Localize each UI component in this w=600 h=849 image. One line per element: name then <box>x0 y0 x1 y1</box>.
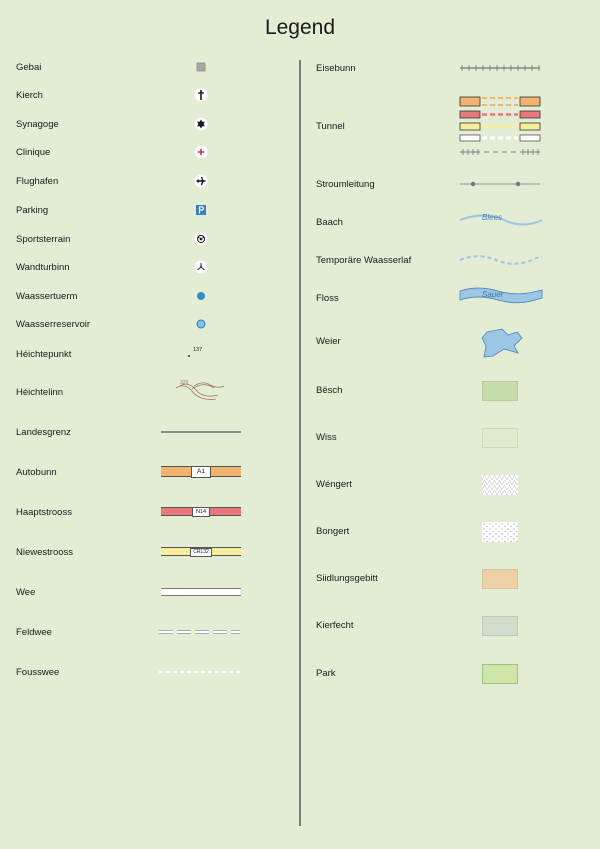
legend-row-clinique <box>16 138 50 166</box>
contour-line-symbol <box>172 376 228 406</box>
track-road-symbol <box>160 586 242 598</box>
stream-symbol <box>458 210 544 232</box>
legend-row-gebai <box>16 53 41 81</box>
legend-label: Kierfecht <box>316 619 354 631</box>
stream-name: Blees <box>482 213 503 222</box>
legend-row-waassertuerm <box>16 282 77 310</box>
cemetery-swatch <box>481 615 519 637</box>
legend-row-parking <box>16 196 48 224</box>
legend-row-tunnel <box>316 112 345 140</box>
road-ref-shield: A1 <box>191 466 211 478</box>
legend-label: Flughafen <box>16 175 59 187</box>
legend-label: Clinique <box>16 146 51 158</box>
synagogue-icon <box>190 115 212 133</box>
meadow-swatch <box>481 427 519 449</box>
legend-label: Baach <box>316 216 343 228</box>
legend-label: Waasserreservoir <box>16 318 91 330</box>
legend-row-temporaere-waasserlaf <box>316 246 411 274</box>
legend-label: Kierch <box>16 89 43 101</box>
legend-label: Stroumleitung <box>316 178 375 190</box>
legend-label: Feldwee <box>16 626 52 638</box>
airport-icon <box>190 172 212 190</box>
legend-label: Autobunn <box>16 466 57 478</box>
power-line-symbol <box>458 178 542 190</box>
water-tower-icon <box>190 287 212 305</box>
tunnel-symbol <box>458 94 542 160</box>
legend-row-sportsterrain <box>16 225 70 253</box>
legend-row-bongert <box>316 517 349 545</box>
legend-label: Sportsterrain <box>16 233 71 245</box>
legend-row-synagoge <box>16 110 59 138</box>
vineyard-swatch <box>481 474 519 496</box>
legend-row-wee <box>16 578 35 606</box>
road-ref-shield: CR132 <box>190 548 212 557</box>
legend-label: Wee <box>16 586 36 598</box>
legend-label: Tunnel <box>316 120 345 132</box>
legend-label: Synagoge <box>16 118 59 130</box>
legend-label: Eisebunn <box>316 62 356 74</box>
legend-row-eisebunn <box>316 54 356 82</box>
legend-row-feldwee <box>16 618 52 646</box>
legend-row-heichtelinn <box>16 378 63 406</box>
secondary-road-symbol <box>160 544 242 560</box>
residential-swatch <box>481 568 519 590</box>
spot-height-value: 137 <box>193 347 203 353</box>
legend-label: Waassertuerm <box>16 290 78 302</box>
primary-road-symbol <box>160 504 242 520</box>
legend-label: Temporäre Waasserlaf <box>316 254 412 266</box>
legend-row-besch <box>316 376 342 404</box>
contour-value: 320 <box>180 380 189 386</box>
legend-row-waasserreservoir <box>16 310 90 338</box>
orchard-swatch <box>481 521 519 543</box>
legend-row-kierch <box>16 81 43 109</box>
road-ref-shield: N14 <box>192 507 210 517</box>
legend-row-flughafen <box>16 167 58 195</box>
legend-label: Bësch <box>316 384 343 396</box>
legend-label: Héichtepunkt <box>16 348 72 360</box>
legend-label: Fousswee <box>16 666 60 678</box>
wind-turbine-icon <box>190 258 212 276</box>
water-reservoir-icon <box>190 315 212 333</box>
river-name: Sauer <box>482 290 504 299</box>
legend-row-wengert <box>316 470 352 498</box>
spot-height-symbol <box>188 344 216 360</box>
legend-row-haaptstrooss <box>16 498 72 526</box>
legend-label: Wéngert <box>316 478 352 490</box>
legend-row-floss <box>316 284 339 312</box>
motorway-symbol <box>160 464 242 480</box>
legend-label: Wiss <box>316 431 337 443</box>
legend-row-wiss <box>316 423 337 451</box>
legend-label: Siidlungsgebitt <box>316 572 378 584</box>
soccer-ball-icon <box>190 230 212 248</box>
legend-row-autobunn <box>16 458 57 486</box>
park-swatch <box>481 663 519 685</box>
legend-row-heichtepunkt <box>16 340 71 368</box>
intermittent-stream-symbol <box>458 251 544 269</box>
forest-swatch <box>481 380 519 402</box>
footpath-symbol <box>158 666 242 678</box>
column-divider <box>299 60 301 826</box>
hospital-icon <box>190 143 212 161</box>
legend-row-park <box>316 659 336 687</box>
legend-row-baach <box>316 208 343 236</box>
legend-row-landesgrenz <box>16 418 71 446</box>
parking-icon <box>190 201 212 219</box>
legend-row-siidlungsgebitt <box>316 564 378 592</box>
field-path-symbol <box>158 626 242 638</box>
legend-row-wandturbinn <box>16 253 70 281</box>
legend-label: Weier <box>316 335 341 347</box>
legend-label: Landesgrenz <box>16 426 71 438</box>
legend-label: Park <box>316 667 336 679</box>
legend-title: Legend <box>264 16 336 39</box>
national-border-symbol <box>160 426 242 438</box>
building-icon <box>190 58 212 76</box>
legend-label: Héichtelinn <box>16 386 63 398</box>
church-icon <box>190 86 212 104</box>
legend-label: Floss <box>316 292 339 304</box>
legend-row-kierfecht <box>316 611 354 639</box>
legend-label: Gebai <box>16 61 42 73</box>
legend-label: Haaptstrooss <box>16 506 72 518</box>
river-symbol <box>458 285 544 309</box>
legend-row-stroumleitung <box>316 170 375 198</box>
railway-symbol <box>458 61 542 75</box>
spot-height-dot-icon <box>188 355 190 357</box>
legend-row-niewestrooss <box>16 538 73 566</box>
legend-label: Niewestrooss <box>16 546 74 558</box>
pond-symbol <box>478 326 524 360</box>
legend-row-weier <box>316 327 341 355</box>
legend-label: Bongert <box>316 525 350 537</box>
legend-row-fousswee <box>16 658 59 686</box>
legend-label: Wandturbinn <box>16 261 70 273</box>
legend-label: Parking <box>16 204 49 216</box>
